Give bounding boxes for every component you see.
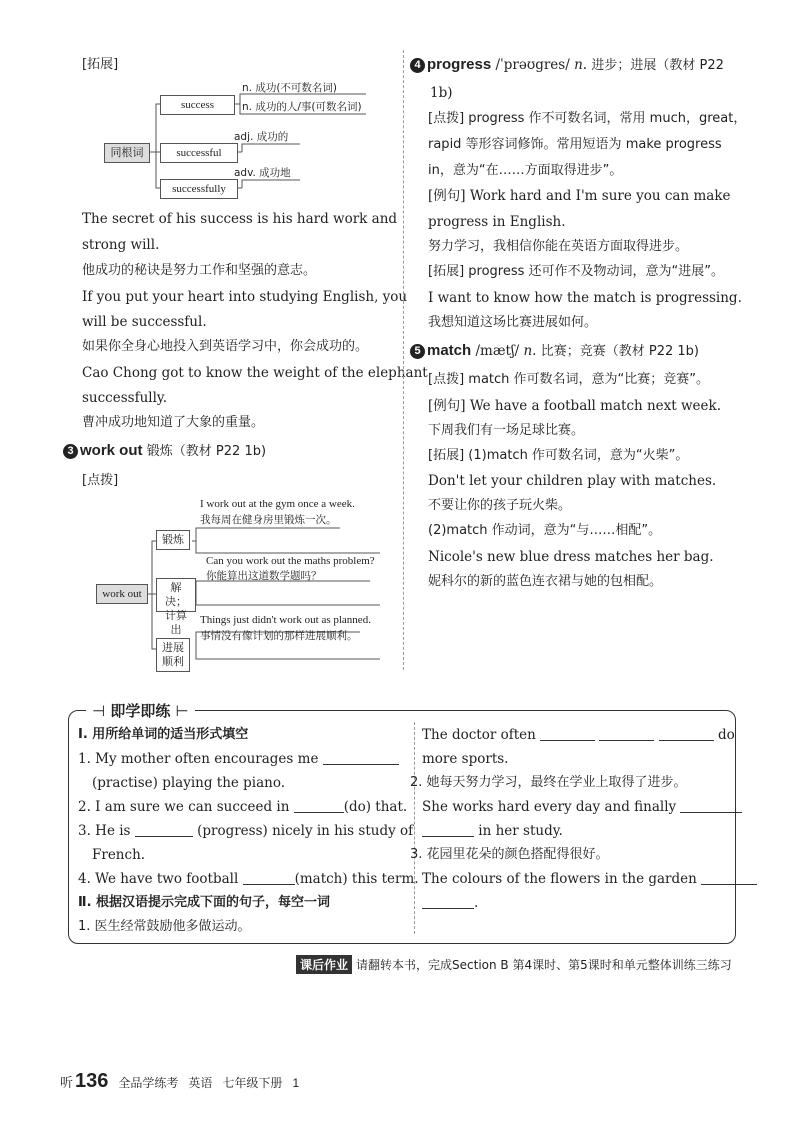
question-4: 4. We have two football (match) this term. <box>78 871 419 887</box>
page-footer <box>60 1070 299 1093</box>
text-line: [例句] We have a football match next week. <box>428 398 722 414</box>
volume: 1 <box>292 1076 300 1090</box>
tree1-node-success: success <box>160 95 235 115</box>
item-word: match <box>427 342 472 359</box>
item3-heading <box>63 442 266 461</box>
text-line-cn: 不要让你的孩子玩火柴。 <box>428 498 572 513</box>
tree1-node-successfully: successfully <box>160 179 238 199</box>
item4-heading <box>410 56 724 75</box>
homework-bar <box>296 955 732 973</box>
question-3-cont: French. <box>92 847 146 863</box>
text-line: Don't let your children play with matches. <box>428 473 717 489</box>
book-title: 全品学练考 <box>118 1076 179 1090</box>
answer-blank[interactable] <box>599 728 654 741</box>
tree2-example-cn: 我每周在健身房里锻炼一次。 <box>200 514 337 526</box>
item4-meaning-cont: 1b) <box>430 85 453 101</box>
answer-blank[interactable] <box>422 896 474 909</box>
tree1-node-successful: successful <box>160 143 238 163</box>
answer-blank[interactable] <box>422 824 474 837</box>
text-line: [拓展] progress 还可作不及物动词，意为“进展”。 <box>428 264 724 279</box>
text-line: [点拨] match 作可数名词，意为“比赛；竞赛”。 <box>428 372 709 387</box>
text-line: The secret of his success is his hard work and <box>82 211 398 227</box>
item-number-badge: 4 <box>410 58 425 73</box>
question-r2-en: She works hard every day and finally <box>422 798 742 816</box>
answer-blank[interactable] <box>680 800 742 813</box>
practice-divider <box>414 722 415 934</box>
text-line-cn: 下周我们有一场足球比赛。 <box>428 423 585 438</box>
expand-tag: [拓展] <box>82 57 119 72</box>
text-line: will be successful. <box>82 314 207 330</box>
tree2-branch-label: 锻炼 <box>156 530 190 550</box>
homework-tag: 课后作业 <box>296 955 352 974</box>
question-r1-en: The doctor often do <box>422 727 735 743</box>
tree2-example-cn: 你能算出这道数学题吗？ <box>206 570 322 582</box>
subject: 英语 <box>188 1076 213 1090</box>
text-line-cn: 妮科尔的新的蓝色连衣裙与她的包相配。 <box>428 574 663 589</box>
item-word: progress <box>427 56 492 73</box>
question-r3-en: The colours of the flowers in the garden <box>422 870 757 888</box>
text-line-cn: 曹冲成功地知道了大象的重量。 <box>82 415 265 430</box>
item-pos: n. <box>574 57 588 73</box>
tree2-branch-label: 解决；计算出 <box>156 578 196 612</box>
text-line: [点拨] progress 作不可数名词，常用 much，great， <box>428 111 747 126</box>
tree2-example-en: I work out at the gym once a week. <box>200 498 355 510</box>
tip-tag: [点拨] <box>82 473 119 488</box>
question-r1-en-cont: more sports. <box>422 751 509 767</box>
tree1-root: 同根词 <box>104 143 150 163</box>
item-number-badge: 5 <box>410 344 425 359</box>
text-line: in，意为“在……方面取得进步”。 <box>428 163 623 178</box>
question-1-cont: (practise) playing the piano. <box>92 775 286 791</box>
tree2-branch-label: 进展顺利 <box>156 638 190 672</box>
section-2-title: Ⅱ. 根据汉语提示完成下面的句子，每空一词 <box>78 895 331 910</box>
grade: 七年级下册 <box>222 1076 283 1090</box>
text-line: progress in English. <box>428 214 566 230</box>
page-number: 136 <box>75 1070 109 1092</box>
question-r3-en-cont: . <box>422 894 478 912</box>
text-line: Nicole's new blue dress matches her bag. <box>428 549 714 565</box>
text-line: strong will. <box>82 237 160 253</box>
tree1-def: n. 成功的人/事(可数名词) <box>242 101 362 113</box>
item-word: work out <box>80 442 143 459</box>
text-line: rapid 等形容词修饰。常用短语为 make progress <box>428 137 722 152</box>
item-meaning: 锻炼（教材 P22 1b) <box>146 444 267 459</box>
section-1-title: Ⅰ. 用所给单词的适当形式填空 <box>78 727 249 742</box>
question-3: 3. He is (progress) nicely in his study of <box>78 823 414 839</box>
text-line: Cao Chong got to know the weight of the elephant <box>82 365 428 381</box>
practice-title: ⊣ 即学即练 ⊢ <box>86 700 195 721</box>
text-line: [拓展] (1)match 作可数名词，意为“火柴”。 <box>428 448 689 463</box>
item-number-badge: 3 <box>63 444 78 459</box>
text-line-cn: 努力学习，我相信你能在英语方面取得进步。 <box>428 239 689 254</box>
text-line: successfully. <box>82 390 168 406</box>
text-line-cn: 如果你全身心地投入到英语学习中，你会成功的。 <box>82 339 369 354</box>
tree2-example-en: Things just didn't work out as planned. <box>200 614 371 626</box>
text-line: I want to know how the match is progressing. <box>428 290 742 306</box>
question-2: 2. I am sure we can succeed in (do) that. <box>78 799 408 815</box>
tree1-def: adj. 成功的 <box>234 131 289 143</box>
answer-blank[interactable] <box>659 728 714 741</box>
tree2-example-en: Can you work out the maths problem? <box>206 555 375 567</box>
answer-blank[interactable] <box>701 872 757 885</box>
item-meaning: 比赛；竞赛（教材 P22 1b) <box>540 344 700 359</box>
homework-text: 请翻转本书，完成Section B 第4课时、第5课时和单元整体训练三练习 <box>356 957 732 972</box>
answer-blank[interactable] <box>243 872 295 885</box>
text-line: (2)match 作动词，意为“与……相配”。 <box>428 523 662 538</box>
question-r2: 2. 她每天努力学习，最终在学业上取得了进步。 <box>410 775 687 790</box>
tree2-example-cn: 事情没有像计划的那样进展顺利。 <box>200 630 358 642</box>
answer-blank[interactable] <box>540 728 595 741</box>
item5-heading <box>410 342 699 361</box>
question-r2-en-cont: in her study. <box>422 822 563 840</box>
question-r1: 1. 医生经常鼓励他多做运动。 <box>78 919 251 934</box>
text-line: If you put your heart into studying English, you <box>82 289 408 305</box>
tree1-def: adv. 成功地 <box>234 167 291 179</box>
tree2-root: work out <box>96 584 148 604</box>
answer-blank[interactable] <box>135 824 193 837</box>
item-phonetic: /ˈprəʊgres/ <box>495 57 570 73</box>
answer-blank[interactable] <box>294 800 344 813</box>
question-1: 1. My mother often encourages me <box>78 750 399 768</box>
item-meaning: 进步；进展（教材 P22 <box>591 58 724 73</box>
column-divider <box>403 50 404 670</box>
tree1-def: n. 成功(不可数名词) <box>242 82 338 94</box>
answer-blank[interactable] <box>323 752 399 765</box>
item-pos: n. <box>523 343 537 359</box>
question-r3: 3. 花园里花朵的颜色搭配得很好。 <box>410 847 609 862</box>
text-line-cn: 他成功的秘诀是努力工作和坚强的意志。 <box>82 263 317 278</box>
item-phonetic: /mætʃ/ <box>475 343 520 359</box>
text-line-cn: 我想知道这场比赛进展如何。 <box>428 315 598 330</box>
text-line: [例句] Work hard and I'm sure you can make <box>428 188 731 204</box>
footer-prefix: 听 <box>60 1076 74 1091</box>
